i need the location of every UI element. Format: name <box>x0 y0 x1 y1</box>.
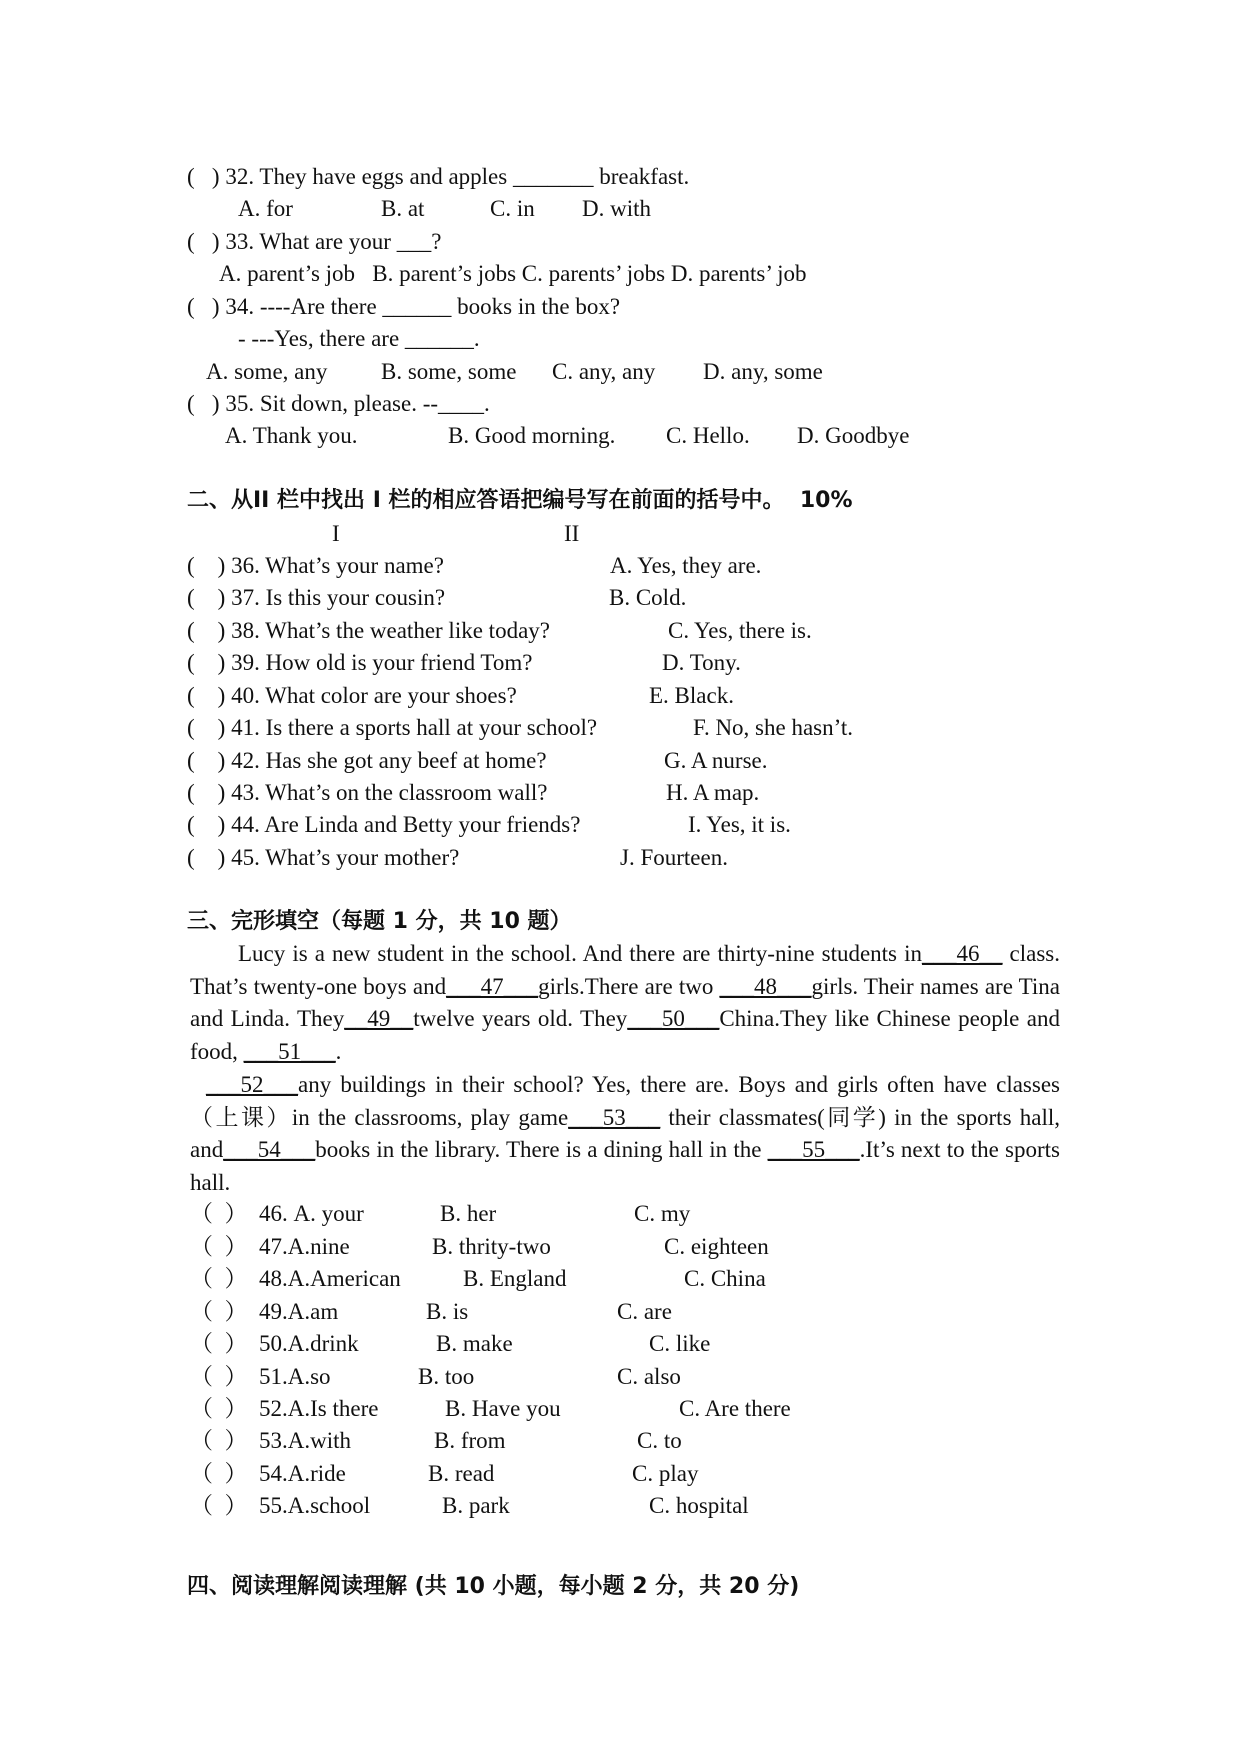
q32-option-d: D. with <box>582 196 651 221</box>
cloze-option-c: C. like <box>649 1331 711 1356</box>
column-i-label: I <box>332 521 340 546</box>
match-answer: C. Yes, there is. <box>668 618 812 643</box>
cloze-option-c: C. hospital <box>649 1493 749 1518</box>
match-question: ( ) 37. Is this your cousin? <box>187 585 446 610</box>
blank-47: ___47___ <box>446 973 539 999</box>
question-33: ( ) 33. What are your ___? <box>187 229 442 254</box>
cloze-option-row: （ ） 47.A.nine <box>190 1234 350 1259</box>
blank-48: ___48___ <box>719 973 812 999</box>
match-answer: H. A map. <box>666 780 760 805</box>
question-32: ( ) 32. They have eggs and apples _______ breakfast. <box>187 164 690 189</box>
cloze-option-row: （ ） 49.A.am <box>190 1299 339 1324</box>
match-answer: F. No, she hasn’t. <box>693 715 854 740</box>
match-question: ( ) 41. Is there a sports hall at your school? <box>187 715 598 740</box>
cloze-option-c: C. to <box>637 1428 682 1453</box>
cloze-option-row: （ ） 50.A.drink <box>190 1331 359 1356</box>
question-35: ( ) 35. Sit down, please. --____. <box>187 391 490 416</box>
match-question: ( ) 39. How old is your friend Tom? <box>187 650 533 675</box>
q35-option-a: A. Thank you. <box>225 423 358 448</box>
blank-51: ___51___ <box>243 1039 336 1065</box>
match-question: ( ) 40. What color are your shoes? <box>187 683 517 708</box>
q32-option-a: A. for <box>238 196 293 221</box>
section-3-heading: 三、完形填空（每题 1 分，共 10 题） <box>187 909 572 934</box>
cloze-option-b: B. too <box>418 1364 475 1389</box>
cloze-option-c: C. my <box>634 1201 691 1226</box>
match-answer: B. Cold. <box>609 585 687 610</box>
question-34: ( ) 34. ----Are there ______ books in the box? <box>187 294 621 319</box>
cloze-option-b: B. her <box>440 1201 497 1226</box>
cloze-option-row: （ ） 51.A.so <box>190 1364 331 1389</box>
q33-options: A. parent’s job B. parent’s jobs C. parents’ jobs D. parents’ job <box>219 261 807 286</box>
match-answer: I. Yes, it is. <box>688 812 791 837</box>
q35-option-d: D. Goodbye <box>797 423 910 448</box>
cloze-passage: Lucy is a new student in the school. And there are thirty-nine students in___46__ class. That’s twenty-one boys and___47___girls.There are two ___48___girls. Their names are Tina and Linda. They__49__twelve years old. They___50___China.They like Chinese people and food, ___51___. ___52___any buildings in their school? Yes, there are. Boys and girls often have classes（上课）in the classrooms, play game___53___ their classmates(同学) in the sports hall, and___54___books in the library. There is a dining hall in the ___55___.It’s next to the sports hall. <box>190 941 1060 1195</box>
cloze-option-row: （ ） 54.A.ride <box>190 1461 346 1486</box>
q32-option-b: B. at <box>381 196 425 221</box>
match-question: ( ) 42. Has she got any beef at home? <box>187 748 547 773</box>
blank-55: ___55___ <box>767 1137 860 1163</box>
cloze-option-b: B. thrity-two <box>432 1234 551 1259</box>
cloze-option-row: （ ） 52.A.Is there <box>190 1396 379 1421</box>
cloze-option-b: B. Have you <box>445 1396 561 1421</box>
cloze-option-b: B. England <box>463 1266 567 1291</box>
section-4-heading: 四、阅读理解阅读理解 (共 10 小题，每小题 2 分，共 20 分) <box>187 1574 800 1599</box>
match-question: ( ) 36. What’s your name? <box>187 553 444 578</box>
blank-54: ___54___ <box>223 1137 316 1163</box>
q34-option-c: C. any, any <box>552 359 656 384</box>
match-question: ( ) 43. What’s on the classroom wall? <box>187 780 548 805</box>
match-question: ( ) 38. What’s the weather like today? <box>187 618 550 643</box>
cloze-option-c: C. Are there <box>679 1396 791 1421</box>
section-2-heading: 二、从II 栏中找出 I 栏的相应答语把编号写在前面的括号中。 10% <box>187 488 853 513</box>
cloze-option-c: C. eighteen <box>664 1234 769 1259</box>
q34-option-b: B. some, some <box>381 359 517 384</box>
cloze-option-b: B. make <box>436 1331 513 1356</box>
q35-option-c: C. Hello. <box>666 423 750 448</box>
q32-option-c: C. in <box>490 196 535 221</box>
cloze-option-b: B. from <box>434 1428 506 1453</box>
column-ii-label: II <box>564 521 580 546</box>
match-question: ( ) 44. Are Linda and Betty your friends? <box>187 812 581 837</box>
q34-option-a: A. some, any <box>206 359 328 384</box>
cloze-option-row: （ ） 55.A.school <box>190 1493 371 1518</box>
cloze-option-c: C. also <box>617 1364 681 1389</box>
match-answer: D. Tony. <box>662 650 741 675</box>
q34-option-d: D. any, some <box>703 359 823 384</box>
cloze-option-c: C. are <box>617 1299 672 1324</box>
q35-option-b: B. Good morning. <box>448 423 616 448</box>
blank-49: __49__ <box>344 1006 414 1032</box>
cloze-option-b: B. read <box>428 1461 495 1486</box>
blank-50: ___50___ <box>627 1006 720 1032</box>
cloze-option-c: C. China <box>684 1266 766 1291</box>
match-answer: J. Fourteen. <box>620 845 728 870</box>
cloze-option-row: （ ） 48.A.American <box>190 1266 401 1291</box>
match-answer: E. Black. <box>649 683 734 708</box>
blank-53: ___53___ <box>568 1104 661 1130</box>
cloze-option-row: （ ） 53.A.with <box>190 1428 351 1453</box>
q34-reply: - ---Yes, there are ______. <box>238 326 480 351</box>
blank-46: ___46__ <box>921 941 1003 966</box>
cloze-option-row: （ ） 46. A. your <box>190 1201 364 1226</box>
match-question: ( ) 45. What’s your mother? <box>187 845 460 870</box>
cloze-option-b: B. park <box>442 1493 510 1518</box>
cloze-option-c: C. play <box>632 1461 699 1486</box>
cloze-option-b: B. is <box>426 1299 469 1324</box>
match-answer: A. Yes, they are. <box>610 553 762 578</box>
match-answer: G. A nurse. <box>664 748 768 773</box>
blank-52: ___52___ <box>206 1071 298 1097</box>
